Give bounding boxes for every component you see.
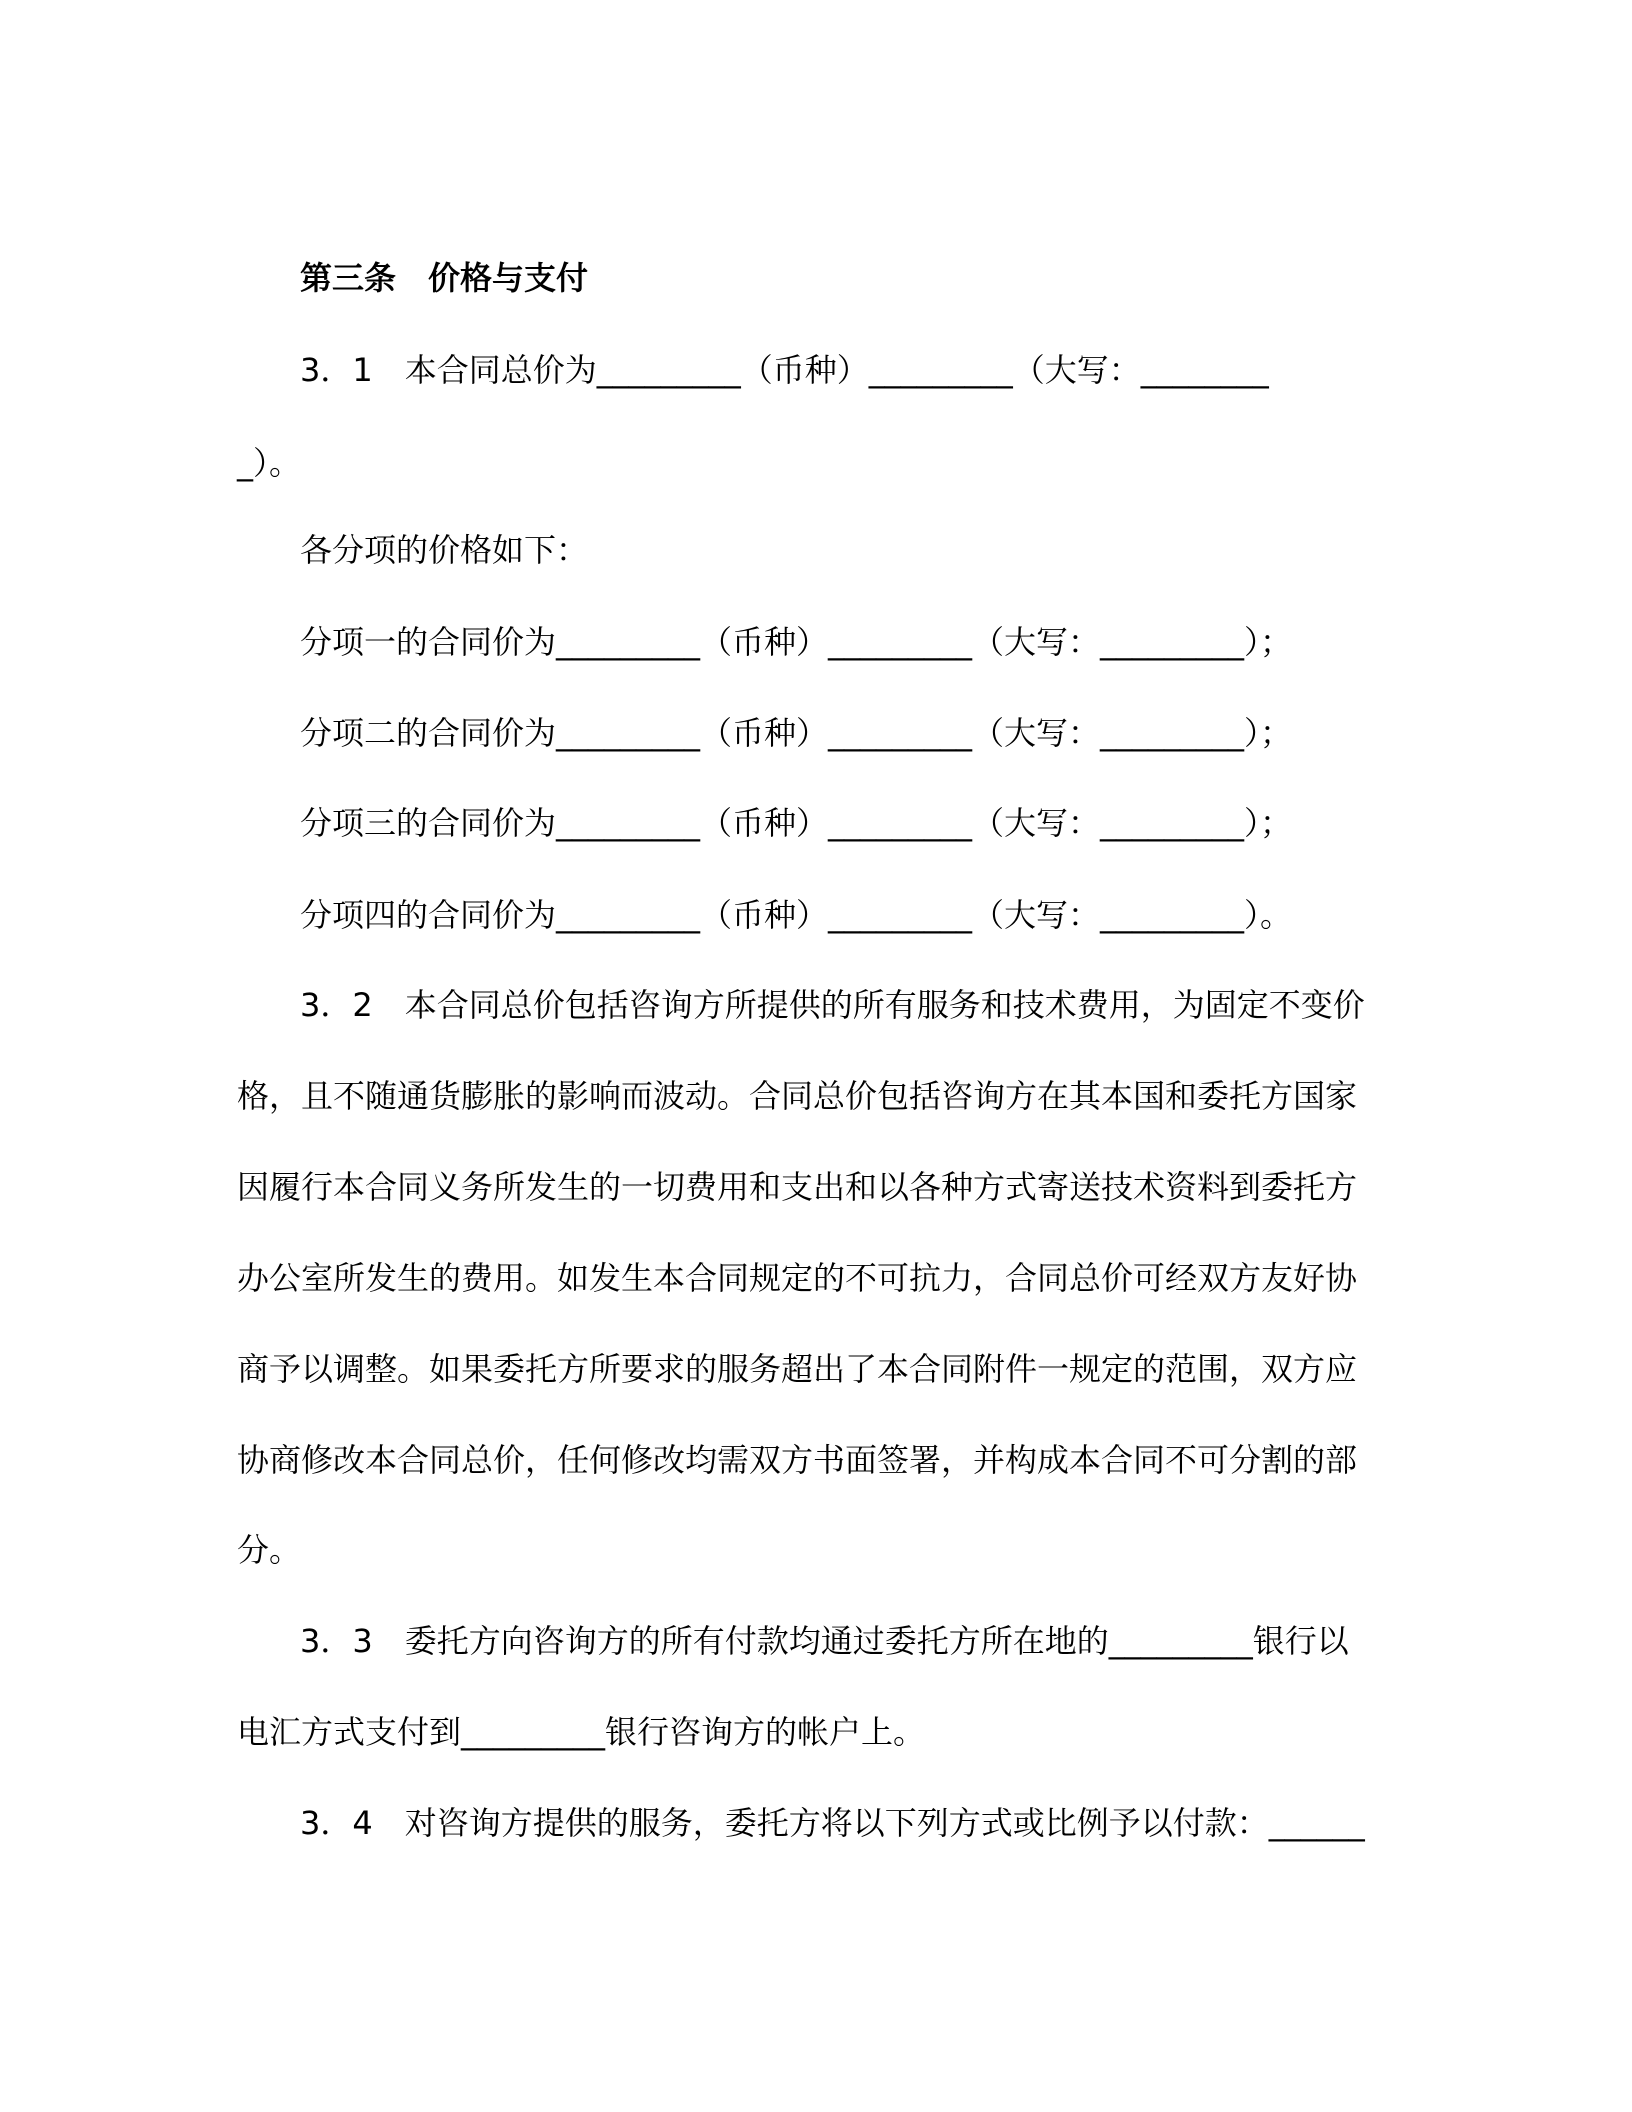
subitems-intro: 各分项的价格如下： [300, 531, 589, 569]
subitem-2: 分项二的合同价为_________（币种）_________（大写：_________）； [300, 714, 1293, 752]
clause-3-2-line-4: 办公室所发生的费用。如发生本合同规定的不可抗力，合同总价可经双方友好协 [237, 1259, 1358, 1297]
article-heading: 第三条 价格与支付 [300, 259, 589, 297]
clause-3-3-line-1: 3．3 委托方向咨询方的所有付款均通过委托方所在地的_________银行以 [300, 1622, 1349, 1660]
subitem-3: 分项三的合同价为_________（币种）_________（大写：_________）； [300, 804, 1293, 842]
clause-3-3-line-2: 电汇方式支付到_________银行咨询方的帐户上。 [237, 1713, 926, 1751]
clause-3-2-line-6: 协商修改本合同总价，任何修改均需双方书面签署，并构成本合同不可分割的部 [237, 1441, 1358, 1479]
clause-3-2-line-3: 因履行本合同义务所发生的一切费用和支出和以各种方式寄送技术资料到委托方 [237, 1168, 1358, 1206]
clause-3-2-line-1: 3．2 本合同总价包括咨询方所提供的所有服务和技术费用，为固定不变价 [300, 986, 1365, 1024]
clause-3-1-line-1: 3．1 本合同总价为_________（币种）_________（大写：________ [300, 351, 1269, 389]
clause-3-2-line-7: 分。 [237, 1531, 302, 1569]
clause-3-1-line-2: _）。 [237, 444, 302, 482]
subitem-1: 分项一的合同价为_________（币种）_________（大写：_________）； [300, 623, 1293, 661]
clause-3-4-line-1: 3．4 对咨询方提供的服务，委托方将以下列方式或比例予以付款：______ [300, 1804, 1365, 1842]
subitem-4: 分项四的合同价为_________（币种）_________（大写：_________）。 [300, 896, 1293, 934]
clause-3-2-line-2: 格，且不随通货膨胀的影响而波动。合同总价包括咨询方在其本国和委托方国家 [237, 1077, 1358, 1115]
clause-3-2-line-5: 商予以调整。如果委托方所要求的服务超出了本合同附件一规定的范围，双方应 [237, 1350, 1358, 1388]
